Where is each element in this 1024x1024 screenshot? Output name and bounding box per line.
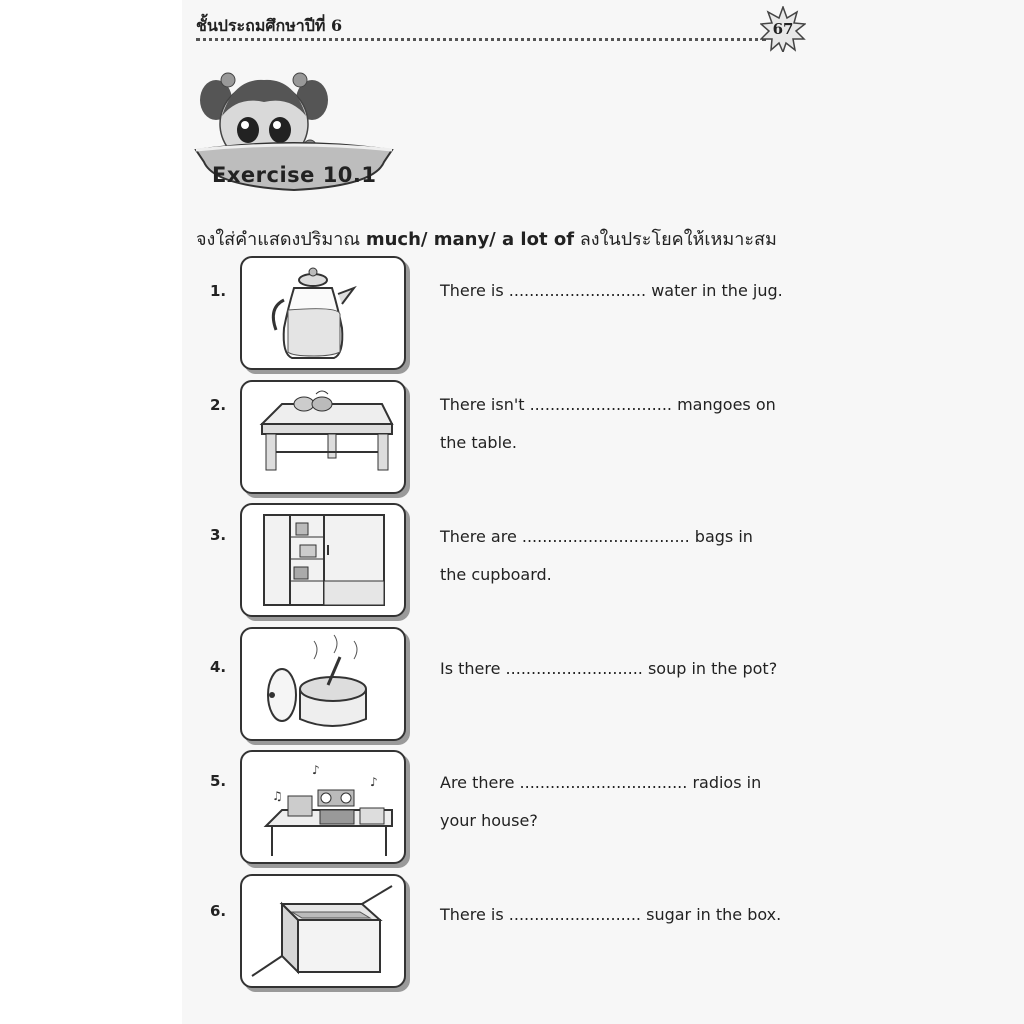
question-line: the table. — [440, 433, 517, 452]
cupboard-icon — [242, 505, 404, 615]
question-line: There are ................................. bags in — [440, 527, 753, 546]
page-number-badge — [760, 6, 806, 52]
picture-frame — [240, 627, 406, 741]
question-line: the cupboard. — [440, 565, 552, 584]
question-number: 1. — [210, 282, 227, 300]
jug-of-water-icon — [242, 258, 404, 368]
grade-header: ชั้นประถมศึกษาปีที่ 6 — [196, 16, 343, 35]
header-dotted-rule — [196, 38, 766, 41]
question-line: There is ........................... water in the jug. — [440, 281, 783, 300]
svg-text:♪: ♪ — [370, 775, 378, 789]
page-number: 67 — [772, 20, 794, 38]
table-with-mangoes-icon — [242, 382, 404, 492]
box-of-sugar-icon — [242, 876, 404, 986]
radios-on-table-icon — [242, 752, 404, 862]
instruction — [196, 224, 777, 253]
soup-pot-icon — [242, 629, 404, 739]
instruction-prefix: จงใส่คำแสดงปริมาณ — [196, 229, 361, 250]
picture-frame — [240, 256, 406, 370]
question-line: There is .......................... sugar in the box. — [440, 905, 782, 924]
question-number: 3. — [210, 526, 227, 544]
question-number: 5. — [210, 772, 227, 790]
question-line: your house? — [440, 811, 538, 830]
question-line: There isn't ............................ mangoes on — [440, 395, 776, 414]
picture-frame — [240, 503, 406, 617]
question-number: 6. — [210, 902, 227, 920]
svg-text:♪: ♪ — [312, 763, 320, 777]
picture-frame — [240, 380, 406, 494]
instruction-terms: much/ many/ a lot of — [365, 229, 575, 250]
svg-text:♫: ♫ — [272, 789, 283, 803]
picture-frame — [240, 874, 406, 988]
instruction-suffix: ลงในประโยคให้เหมาะสม — [579, 229, 777, 250]
question-number: 2. — [210, 396, 227, 414]
picture-frame — [240, 750, 406, 864]
question-line: Is there ........................... soup in the pot? — [440, 659, 778, 678]
question-line: Are there ................................. radios in — [440, 773, 762, 792]
exercise-title: Exercise 10.1 — [212, 163, 377, 187]
question-number: 4. — [210, 658, 227, 676]
